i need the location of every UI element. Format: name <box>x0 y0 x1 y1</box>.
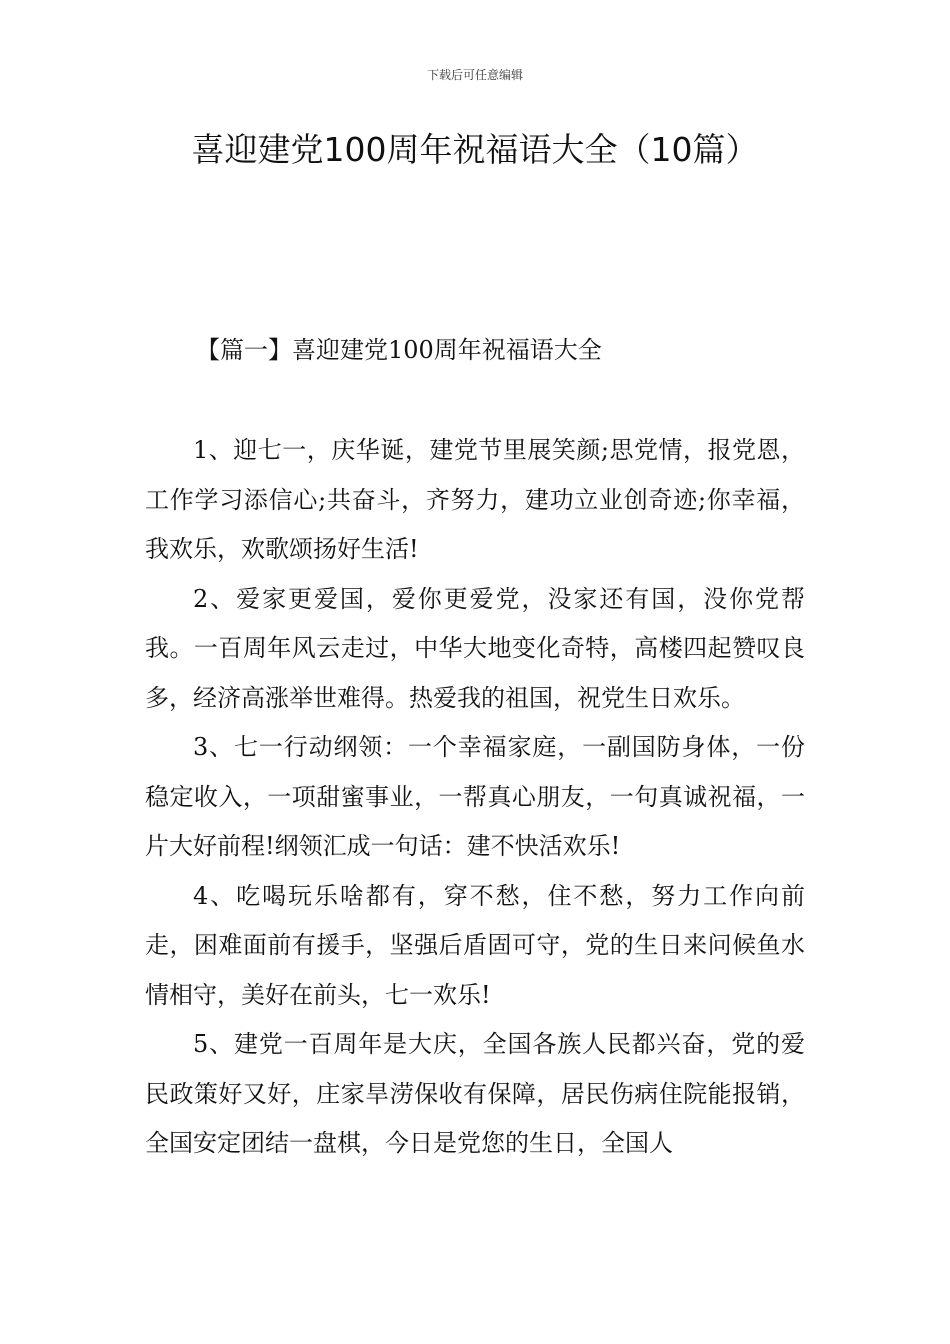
paragraph-1: 1、迎七一，庆华诞，建党节里展笑颜;思党情，报党恩，工作学习添信心;共奋斗，齐努力，建功立业创奇迹;你幸福，我欢乐，欢歌颂扬好生活! <box>145 436 805 563</box>
paragraph-4: 4、吃喝玩乐啥都有，穿不愁，住不愁，努力工作向前走，困难面前有援手，坚强后盾固可守，党的生日来问候鱼水情相守，美好在前头，七一欢乐! <box>145 881 805 1009</box>
document-body <box>145 426 805 1169</box>
header-note: 下载后可任意编辑 <box>426 68 523 82</box>
paragraph-3: 3、七一行动纲领：一个幸福家庭，一副国防身体，一份稳定收入，一项甜蜜事业，一帮真心朋友，一句真诚祝福，一片大好前程!纲领汇成一句话：建不快活欢乐! <box>145 733 805 860</box>
section-heading: 【篇一】喜迎建党100周年祝福语大全 <box>196 336 602 364</box>
document-title: 喜迎建党100周年祝福语大全（10篇） <box>191 130 759 169</box>
paragraph-2: 2、爱家更爱国，爱你更爱党，没家还有国，没你党帮我。一百周年风云走过，中华大地变化奇特，高楼四起赞叹良多，经济高涨举世难得。热爱我的祖国，祝党生日欢乐。 <box>145 584 805 712</box>
paragraph-5: 5、建党一百周年是大庆，全国各族人民都兴奋，党的爱民政策好又好，庄家旱涝保收有保障，居民伤病住院能报销，全国安定团结一盘棋，今日是党您的生日，全国人 <box>145 1030 805 1157</box>
